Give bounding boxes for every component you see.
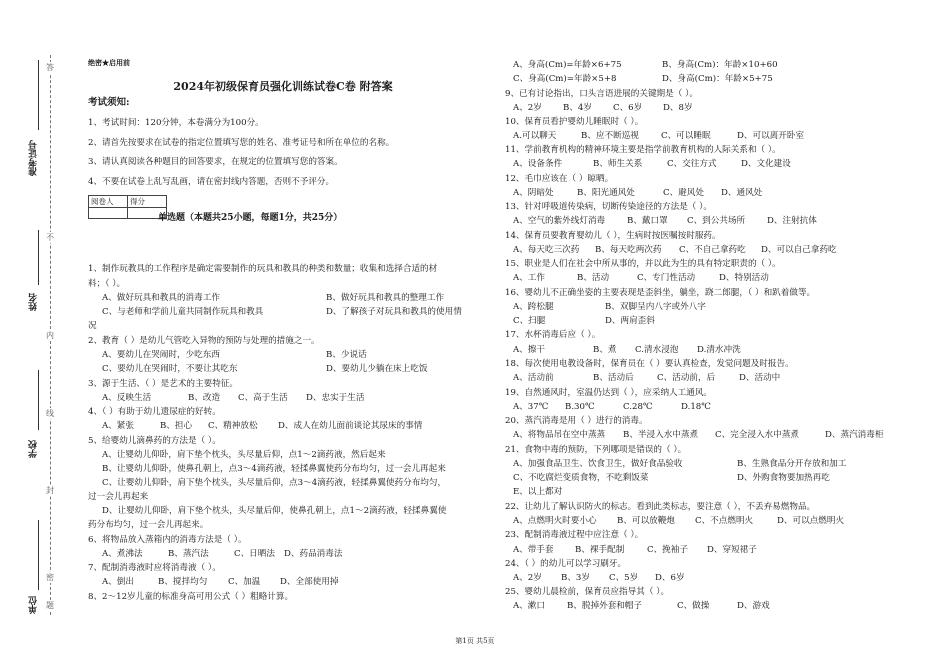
option: C、交往方式 xyxy=(667,159,717,169)
option: B、搅拌均匀 xyxy=(158,577,208,587)
option: D、成人在幼儿面前谈论其尿床的事情 xyxy=(278,421,423,431)
option: B、煮 xyxy=(593,345,617,355)
option: D、特别活动 xyxy=(719,273,769,283)
option: A、活动前 xyxy=(513,373,554,383)
school-blank xyxy=(38,370,39,430)
option: E、以上都对 xyxy=(513,487,563,497)
option: B、活动 xyxy=(577,273,610,283)
option: A、37℃ xyxy=(513,402,549,412)
option: C、不自己拿药吃 xyxy=(679,245,746,255)
seal-mark: 封 xyxy=(46,486,54,495)
option: A、紧张 xyxy=(102,421,134,431)
option: D、可以离开卧室 xyxy=(737,131,805,141)
question-text: 3、源于生活、（ ）是艺术的主要特征。 xyxy=(88,379,238,389)
option: C、扫腿 xyxy=(513,316,546,326)
question-text: 1、制作玩教具的工作程序是确定需要制作的玩具和教具的种类和数量；收集和选择合适的材 xyxy=(88,264,438,274)
option: D、游戏 xyxy=(737,601,770,611)
option: C、让婴幼儿仰卧，肩下垫个枕头，头尽量后仰，点3～4滴药液，轻揉鼻翼使药分布均匀， xyxy=(102,478,447,488)
score-cell: 得分 xyxy=(128,196,167,208)
option: D、全部使用掉 xyxy=(280,577,339,587)
section-title: 单选题（本题共25小题，每题1分，共25分） xyxy=(158,213,343,223)
name-label: 姓名 xyxy=(29,293,39,311)
option: C、活动前，后 xyxy=(657,373,716,383)
option: B、师生关系 xyxy=(593,159,643,169)
option: C、不点燃明火 xyxy=(695,516,754,526)
name-blank xyxy=(38,230,39,285)
question-text: 6、将物品放入蒸箱内的消毒方法是（ ）。 xyxy=(88,535,247,545)
option: A、要幼儿在哭闹时，少吃东西 xyxy=(102,350,220,360)
question-text: 13、针对呼吸道传染病，切断传染途径的方法是（ ）。 xyxy=(505,202,713,212)
option: A、工作 xyxy=(513,273,545,283)
option: A、点燃明火时要小心 xyxy=(513,516,597,526)
option: C、避风处 xyxy=(663,188,704,198)
question-text: 25、婴幼儿晨检前，保育员应指导其（ ）。 xyxy=(505,587,670,597)
question-text: 16、婴幼儿不正确坐姿的主要表现是歪斜坐，躺坐，跷二郎腿，（ ）和趴着做等。 xyxy=(505,288,816,298)
option: B、每天吃两次药 xyxy=(595,245,662,255)
option: C、完全浸入水中蒸煮 xyxy=(715,430,799,440)
instruction-item: 1、考试时间：120分钟，本卷满分为100分。 xyxy=(88,118,264,128)
option: D、了解孩子对玩具和教具的使用情 xyxy=(326,307,462,317)
option: D.清水冲洗 xyxy=(697,345,741,355)
question-text: 料；（ ）。 xyxy=(88,279,126,289)
question-text: 20、蒸汽消毒是用（ ）进行的消毒。 xyxy=(505,416,648,426)
option: A、漱口 xyxy=(513,601,545,611)
option: D、外购食物要加热再吃 xyxy=(737,473,830,483)
option: D、可以自己拿药吃 xyxy=(761,245,837,255)
option: B、半浸入水中蒸煮 xyxy=(623,430,699,440)
seal-mark: 密 xyxy=(46,573,54,582)
question-text: 7、配制消毒液时应将消毒液（ ）。 xyxy=(88,563,221,573)
option: C、可以睡眠 xyxy=(661,131,711,141)
option: D、注射抗体 xyxy=(767,216,817,226)
option: A、2岁 xyxy=(513,573,542,583)
seal-mark: 答 xyxy=(46,63,54,72)
seal-mark: 题 xyxy=(46,601,54,610)
question-text: 19、自然通风时，室温仍达到（ ），应采纳人工通风。 xyxy=(505,388,713,398)
option: C、身高(Cm)=年龄×5+8 xyxy=(513,74,617,84)
option: C、不吃腐烂变质食物，不吃剩饭菜 xyxy=(513,473,649,483)
option: D、让婴幼儿仰卧，肩下垫个枕头，头尽量后仰，使鼻孔朝上，点1～2滴药液，轻揉鼻翼使 xyxy=(102,506,447,516)
secret-mark: 绝密★启用前 xyxy=(88,58,130,67)
option: B、让婴幼儿仰卧，使鼻孔朝上，点3～4滴药液，轻揉鼻翼使药分布均匀，过一会儿再起来 xyxy=(102,464,446,474)
instruction-item: 4、不要在试卷上乱写乱画，请在密封线内答题，否则不予评分。 xyxy=(88,177,335,187)
option: A、做好玩具和教具的消毒工作 xyxy=(102,293,220,303)
option: A、2岁 xyxy=(513,103,542,113)
question-text: 23、配制消毒液过程中应注意（ ）。 xyxy=(505,530,644,540)
option: D、6岁 xyxy=(655,573,685,583)
option: C、高于生活 xyxy=(238,393,288,403)
school-label: 学校 xyxy=(29,440,39,458)
seal-mark: 内 xyxy=(46,331,54,340)
page-title: 2024年初级保育员强化训练试卷C卷 附答案 xyxy=(173,80,393,93)
option: C、专门性活动 xyxy=(637,273,696,283)
option: A、跨松腿 xyxy=(513,302,554,312)
question-text: 况 xyxy=(88,321,97,331)
option: B、做好玩具和教具的整理工作 xyxy=(326,293,445,303)
option: B、阳光通风处 xyxy=(577,188,635,198)
option: C.清水浸泡 xyxy=(635,345,679,355)
option: B、双脚呈内八字或外八字 xyxy=(605,302,706,312)
student-id-label: 准考证号 xyxy=(29,140,39,176)
option: B、担心 xyxy=(160,421,193,431)
question-text: 10、保育员看护婴幼儿睡眠时（ ）。 xyxy=(505,117,644,127)
question-text: 22、让幼儿了解认识防火的标志。看到此类标志，要注意（ ），不丢弃易燃物品。 xyxy=(505,502,816,512)
option: A、身高(Cm)=年龄×6+75 xyxy=(513,60,622,70)
option: A、将物品吊在空中蒸蒸 xyxy=(513,430,606,440)
option: C、加温 xyxy=(228,577,261,587)
option: D、蒸汽消毒柜 xyxy=(825,430,884,440)
unit-blank xyxy=(38,520,39,590)
reviewer-cell: 阅卷人 xyxy=(89,196,128,208)
seal-mark: 不 xyxy=(46,233,54,242)
seal-mark: 线 xyxy=(46,409,54,418)
option: D、文化建设 xyxy=(741,159,791,169)
question-text: 过一会儿再起来 xyxy=(88,492,149,502)
option: A.可以聊天 xyxy=(513,131,557,141)
question-text: 药分布均匀，过一会儿再起来。 xyxy=(88,520,209,530)
option: B、生熟食品分开存放和加工 xyxy=(737,459,847,469)
instructions-heading: 考试须知: xyxy=(88,97,130,108)
option: B、改造 xyxy=(188,393,221,403)
question-text: 15、职业是人们在社会中所从事的，并以此为生的具有特定职责的（ ）。 xyxy=(505,259,781,269)
question-text: 12、毛巾应该在（ ）晾晒。 xyxy=(505,174,614,184)
option: A、反映生活 xyxy=(102,393,152,403)
option: B、身高(Cm)：年龄×10+60 xyxy=(662,60,778,70)
option: D、8岁 xyxy=(663,103,693,113)
binding-margin xyxy=(0,0,80,671)
option: A、带手套 xyxy=(513,545,554,555)
option: C、到公共场所 xyxy=(687,216,746,226)
option: C、要幼儿在哭闹时，不要让其吃东 xyxy=(102,364,238,374)
question-text: 9、已有讨论指出，口头言语进展的关键期是（ ）。 xyxy=(505,89,698,99)
option: B、3岁 xyxy=(561,573,590,583)
option: B、应不断巡视 xyxy=(581,131,639,141)
question-text: 18、每次使用电教设备时，保育员在（ ）要认真检查，发觉问题及时报告。 xyxy=(505,359,794,369)
question-text: 14、保育员要教育婴幼儿（ ），生病时按医嘱按时服药。 xyxy=(505,231,721,241)
option: C、与老师和学前儿童共同制作玩具和教具 xyxy=(102,307,264,317)
option: C、5岁 xyxy=(609,573,639,583)
option: B、脱掉外套和帽子 xyxy=(567,601,643,611)
option: B、裸手配制 xyxy=(575,545,625,555)
option: D、身高(Cm)：年龄×5+75 xyxy=(662,74,773,84)
option: B、蒸汽法 xyxy=(168,549,209,559)
option: B、活动后 xyxy=(593,373,634,383)
question-text: 4、（ ）有助于幼儿遗尿症的好转。 xyxy=(88,407,221,417)
option: A、空气的紫外线灯消毒 xyxy=(513,216,606,226)
page-number: 第1页 共5页 xyxy=(455,637,495,645)
option: D.18℃ xyxy=(681,402,711,412)
option: B、戴口罩 xyxy=(627,216,668,226)
option: D、两肩歪斜 xyxy=(605,316,655,326)
student-id-blank xyxy=(38,60,39,130)
option: A、加强食品卫生、饮食卫生，做好食品验收 xyxy=(513,459,683,469)
option: B、少说话 xyxy=(326,350,367,360)
option: A、阴暗处 xyxy=(513,188,554,198)
option: D、要幼儿少躺在床上吃饭 xyxy=(326,364,428,374)
option: D、可以点燃明火 xyxy=(777,516,845,526)
option: A、每天吃三次药 xyxy=(513,245,580,255)
option: C、日晒法 xyxy=(234,549,275,559)
option: D、穿短裙子 xyxy=(707,545,757,555)
option: C.28℃ xyxy=(623,402,653,412)
unit-label: 单位 xyxy=(29,596,39,614)
option: B、4岁 xyxy=(563,103,592,113)
question-text: 5、给婴幼儿滴鼻药的方法是（ ）。 xyxy=(88,436,221,446)
question-text: 21、食物中毒的预防，下列哪项是错误的（ ）。 xyxy=(505,445,687,455)
option: B.30℃ xyxy=(565,402,595,412)
option: C、6岁 xyxy=(613,103,643,113)
question-text: 2、教育（ ）是幼儿气管吃入异物的预防与处理的措施之一。 xyxy=(88,336,320,346)
option: D、通风处 xyxy=(721,188,763,198)
option: C、精神放松 xyxy=(208,421,258,431)
option: A、设备条件 xyxy=(513,159,563,169)
option: A、倒出 xyxy=(102,577,134,587)
question-text: 8、2～12岁儿童的标准身高可用公式（ ）粗略计算。 xyxy=(88,592,294,602)
option: B、可以放鞭炮 xyxy=(617,516,675,526)
instruction-item: 3、请认真阅读各种题目的回答要求，在规定的位置填写您的答案。 xyxy=(88,157,343,167)
option: A、煮沸法 xyxy=(102,549,143,559)
question-text: 24、（ ）的幼儿可以学习刷牙。 xyxy=(505,559,627,569)
option: C、做操 xyxy=(677,601,710,611)
reviewer-blank[interactable] xyxy=(89,208,128,219)
question-text: 17、水杯消毒后应（ ）。 xyxy=(505,330,601,340)
score-table xyxy=(88,195,167,219)
option: A、让婴幼儿仰卧，肩下垫个枕头，头尽量后仰，点1～2滴药液，然后起来 xyxy=(102,450,386,460)
option: D、活动中 xyxy=(739,373,781,383)
option: C、挽袖子 xyxy=(647,545,688,555)
instruction-item: 2、请首先按要求在试卷的指定位置填写您的姓名、准考证号和所在单位的名称。 xyxy=(88,138,395,148)
option: D、药品消毒法 xyxy=(284,549,343,559)
option: D、忠实于生活 xyxy=(306,393,365,403)
option: A、擦干 xyxy=(513,345,545,355)
question-text: 11、学前教育机构的精神环境主要是指学前教育机构的人际关系和（ ）。 xyxy=(505,145,781,155)
